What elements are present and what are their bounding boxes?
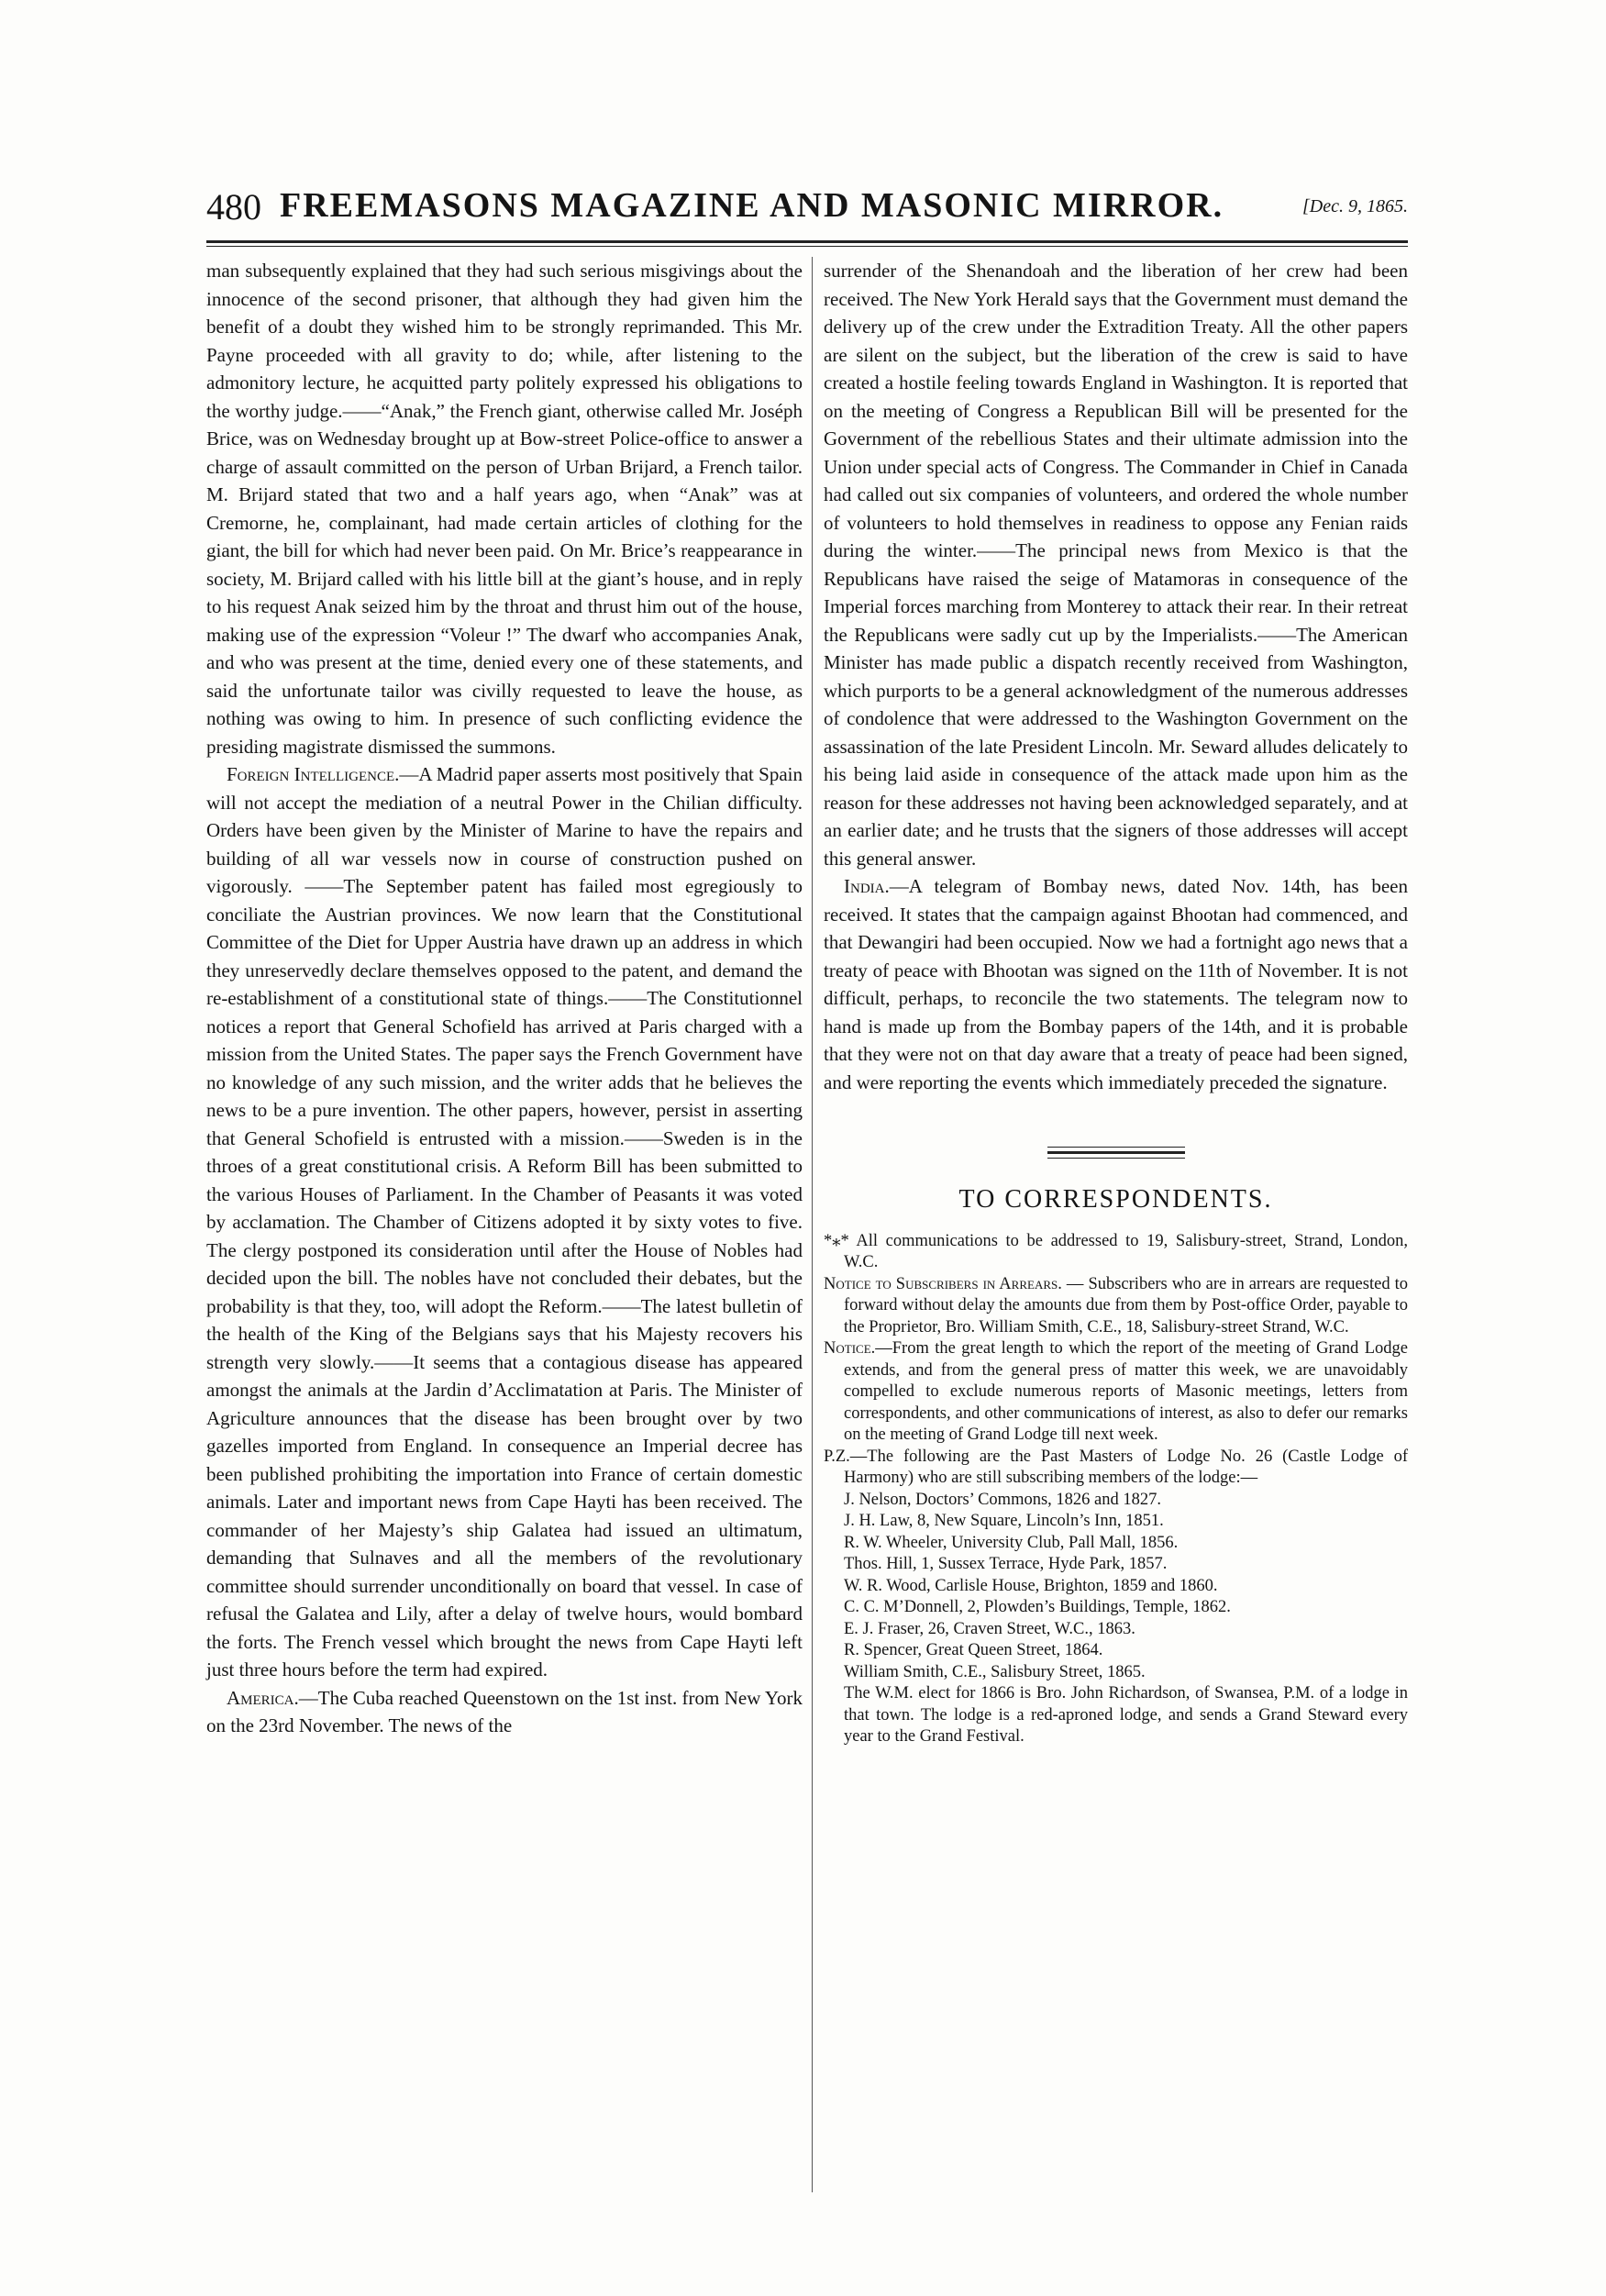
list-item: Thos. Hill, 1, Sussex Terrace, Hyde Park, 1857. [844, 1555, 1168, 1573]
left-column [206, 257, 803, 1740]
india-paragraph [824, 872, 1408, 1096]
arrears-text: — Subscribers who are in arrears are requested to forward without delay the amounts due from them by Post-office Order, payable to the Proprietor, Bro. William Smith, C.E., 18, Salisbury-street Strand, W.C. [844, 1274, 1408, 1337]
notice-text: —From the great length to which the report of the meeting of Grand Lodge extends, and from the general press of matter this week, we are unavoidably compelled to exclude numerous reports of Masonic meetings, letters from correspondents, and other communications of interest, as also to defer our remarks on the meeting of Grand Lodge till next week. [844, 1339, 1408, 1444]
list-item: W. R. Wood, Carlisle House, Brighton, 1859 and 1860. [844, 1576, 1218, 1595]
america-continued-paragraph: surrender of the Shenandoah and the liberation of her crew had been received. The New York Herald says that the Government must demand the delivery up of the crew under the Extradition Treaty. All the other papers are silent on the subject, but the liberation of the crew is said to have created a hostile feeling towards England in Washington. It is reported that on the meeting of Congress a Republican Bill will be presented for the Government of the rebellious States and their ultimate admission into the Union under special acts of Congress. The Commander in Chief in Canada had called out six companies of volunteers, and ordered the whole number of volunteers to hold themselves in readiness to oppose any Fenian raids during the winter.——The principal news from Mexico is that the Republicans have raised the seige of Matamoras in consequence of the Imperial forces marching from Monterey to attack their rear. In their retreat the Republicans were sadly cut up by the Imperialists.——The American Minister has made public a dispatch recently received from Washington, which purports to be a general acknowledgment of the numerous addresses of condolence that were addressed to the Washington Government on the assassination of the late President Lincoln. Mr. Seward alludes delicately to his being laid aside in consequence of the attack made upon him as the reason for these addresses not having been acknowledged separately, and at an earlier date; and he trusts that the signers of those addresses will accept this general answer. [824, 260, 1408, 870]
court-news-paragraph: man subsequently explained that they had such serious misgivings about the innocence of the second prisoner, that although they had given him the benefit of a doubt they wished him to be strongly reprimanded. This Mr. Payne proceeded with all gravity to do; while, after listening to the admonitory lecture, he acquitted party politely expressed his obligations to the worthy judge.——“Anak,” the French giant, otherwise called Mr. Joséph Brice, was on Wednesday brought up at Bow-street Police-office to answer a charge of assault committed on the person of Urban Brijard, a French tailor. M. Brijard stated that two and a half years ago, when “Anak” was at Cremorne, he, complainant, had made certain articles of clothing for the giant, the bill for which had never been paid. On Mr. Brice’s reappearance in society, M. Brijard called with his little bill at the giant’s house, and in reply to his request Anak seized him by the throat and thrust him out of the house, making use of the expression “Voleur !” The dwarf who accompanies Anak, and who was present at the time, denied every one of these statements, and said the unfortunate tailor was civilly requested to leave the house, as nothing was owing to him. In presence of such conflicting evidence the presiding magistrate dismissed the summons. [206, 260, 803, 758]
foreign-intelligence-text: —A Madrid paper asserts most positively that Spain will not accept the mediation of a neutral Power in the Chilian difficulty. Orders have been given by the Minister of Marine to have the repairs and building of all war vessels now in course of construction pushed on vigorously. ——The September patent has failed most egregiously to conciliate the Austrian provinces. We now learn that the Constitutional Committee of the Diet for Upper Austria have drawn up an address in which they unreservedly declare themselves opposed to the patent, and demand the re-establishment of a constitutional state of things.——The Constitutionnel notices a report that General Schofield has arrived at Paris charged with a mission from the United States. The paper says the French Government have no knowledge of any such mission, and the writer adds that he believes the news to be a pure invention. The other papers, however, persist in asserting that General Schofield is entrusted with a mission.——Sweden is in the throes of a great constitutional crisis. A Reform Bill has been submitted to the various Houses of Parliament. In the Chamber of Peasants it was voted by acclamation. The Chamber of Citizens adopted it by sixty votes to five. The clergy postponed its consideration until after the House of Nobles had decided upon the bill. The nobles have not concluded their debates, but the probability is that they, too, will adopt the Reform.——The latest bulletin of the health of the King of the Belgians says that his Majesty recovers his strength very slowly.——It seems that a contagious disease has appeared amongst the animals at the Jardin d’Acclimatation at Paris. The Minister of Agriculture announces that the disease has been brought over by two gazelles imported from England. In consequence an Imperial decree has been published prohibiting the importation into France of certain domestic animals. Later and important news from Cape Hayti has been received. The commander of her Majesty’s ship Galatea had issued an ultimatum, demanding that Sulnaves and all the members of the revolutionary committee should surrender unconditionally on board that vessel. In case of refusal the Galatea and Lily, after a delay of twelve hours, would bombard the forts. The French vessel which brought the news from Cape Hayti left just three hours before the term had expired. [206, 763, 803, 1680]
list-item: J. H. Law, 8, New Square, Lincoln’s Inn, 1851. [844, 1512, 1164, 1530]
wm-elect-note: The W.M. elect for 1866 is Bro. John Richardson, of Swansea, P.M. of a lodge in that town. The lodge is a red-aproned lodge, and sends a Grand Steward every year to the Grand Festival. [844, 1684, 1408, 1746]
foreign-intelligence-paragraph [206, 760, 803, 1684]
america-heading: America. [227, 1686, 299, 1709]
america-text: —The Cuba reached Queenstown on the 1st inst. from New York on the 23rd November. The news of the [206, 1686, 803, 1736]
correspondents-heading: TO CORRESPONDENTS. [958, 1185, 1273, 1214]
list-item: C. C. M’Donnell, 2, Plowden’s Buildings, Temple, 1862. [844, 1598, 1231, 1616]
list-item: William Smith, C.E., Salisbury Street, 1865. [844, 1662, 1146, 1681]
issue-date: [Dec. 9, 1865. [1302, 196, 1408, 216]
past-masters-list [824, 1490, 1408, 1748]
address-notice: *⁎* All communications to be addressed to 19, Salisbury-street, Strand, London, W.C. [824, 1231, 1408, 1271]
page-header [206, 180, 1408, 235]
header-rule-thick [206, 240, 1408, 243]
list-item: R. W. Wheeler, University Club, Pall Mall, 1856. [844, 1533, 1179, 1552]
page-number: 480 [206, 186, 261, 227]
section-ornament-rule [1047, 1147, 1185, 1159]
arrears-heading: Notice to Subscribers in Arrears. [824, 1274, 1062, 1293]
notice-heading: Notice. [824, 1339, 876, 1358]
list-item: J. Nelson, Doctors’ Commons, 1826 and 1827. [844, 1490, 1161, 1509]
india-heading: India. [844, 875, 890, 897]
list-item: R. Spencer, Great Queen Street, 1864. [844, 1641, 1103, 1659]
list-item: E. J. Fraser, 26, Craven Street, W.C., 1863. [844, 1619, 1135, 1638]
india-text: —A telegram of Bombay news, dated Nov. 14th, has been received. It states that the campaign against Bhootan had commenced, and that Dewangiri had been occupied. Now we had a fortnight ago news that a treaty of peace with Bhootan was signed on the 11th of November. It is not difficult, perhaps, to reconcile the two statements. The telegram now to hand is made up from the Bombay papers of the 14th, and it is probable that they were not on that day aware that a treaty of peace had been signed, and were reporting the events which immediately preceded the signature. [824, 875, 1408, 1093]
pz-heading: P.Z. [824, 1447, 850, 1466]
grand-lodge-notice [824, 1338, 1408, 1447]
header-rule-thin [206, 246, 1408, 247]
foreign-intelligence-heading: Foreign Intelligence. [227, 763, 400, 785]
arrears-notice [824, 1274, 1408, 1339]
america-paragraph [206, 1684, 803, 1740]
column-divider [812, 257, 813, 2192]
masthead-title: FREEMASONS MAGAZINE AND MASONIC MIRROR. [280, 186, 1224, 225]
past-masters-notice [824, 1447, 1408, 1490]
pz-text: —The following are the Past Masters of Lodge No. 26 (Castle Lodge of Harmony) who are still subscribing members of the lodge:— [844, 1447, 1408, 1487]
right-column [824, 257, 1408, 1748]
